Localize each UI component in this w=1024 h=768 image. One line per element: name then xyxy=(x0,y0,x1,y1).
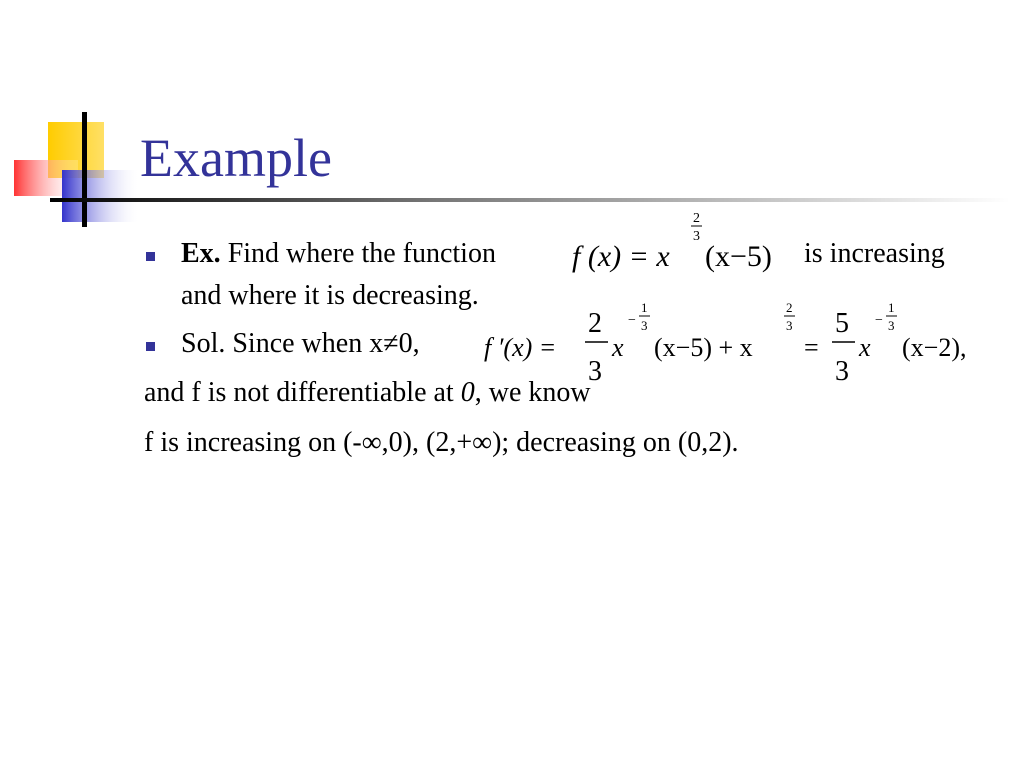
deco-blue-square xyxy=(62,170,138,222)
line3-prefix: and f is not differentiable at xyxy=(144,377,454,408)
formula2-exp2-num: 2 xyxy=(786,300,793,315)
formula2-exp3-den: 3 xyxy=(888,318,895,333)
bullet1-trailing-text: is increasing xyxy=(804,238,945,269)
formula1-exp-den: 3 xyxy=(693,229,700,244)
formula-f-of-x xyxy=(572,204,790,274)
formula2-equals: = xyxy=(804,333,819,362)
bullet-marker xyxy=(146,252,155,261)
line3-suffix: , we know xyxy=(474,377,591,408)
formula1-exp-num: 2 xyxy=(693,211,700,226)
formula-derivative xyxy=(484,296,1004,390)
formula1-lhs: f (x) = x xyxy=(572,240,670,273)
bullet-marker xyxy=(146,342,155,351)
bullet1-continuation: and where it is decreasing. xyxy=(181,280,479,311)
bullet1-lead-text: Find where the function xyxy=(227,238,496,269)
formula2-exp3-num: 1 xyxy=(888,300,895,315)
formula2-factor2: (x−2), xyxy=(902,333,967,362)
bullet2-lead-text: Sol. Since when x≠0, xyxy=(181,328,420,359)
bullet1-text xyxy=(181,238,496,270)
line3-italic-value: 0 xyxy=(460,377,475,408)
formula1-factor: (x−5) xyxy=(705,240,772,273)
ex-label: Ex. xyxy=(181,238,221,269)
slide-title: Example xyxy=(140,128,332,188)
formula2-exp2-den: 3 xyxy=(786,318,793,333)
formula2-coef2-den: 3 xyxy=(835,356,849,387)
formula2-coef2-num: 5 xyxy=(835,308,849,339)
line4-conclusion: f is increasing on (-∞,0), (2,+∞); decreasing on (0,2). xyxy=(144,427,739,458)
formula2-exp1-sign: − xyxy=(628,313,636,328)
formula2-coef1-num: 2 xyxy=(588,308,602,339)
formula2-lhs: f ′(x) = xyxy=(484,333,557,362)
line3-text xyxy=(144,377,591,409)
title-divider xyxy=(50,198,1010,202)
formula2-exp3-sign: − xyxy=(875,313,883,328)
formula2-var1: x xyxy=(612,333,624,362)
formula2-var2: x xyxy=(859,333,871,362)
formula2-exp1-num: 1 xyxy=(641,300,648,315)
formula2-coef1-den: 3 xyxy=(588,356,602,387)
formula2-exp1-den: 3 xyxy=(641,318,648,333)
decorative-squares xyxy=(0,0,140,240)
formula2-factor1: (x−5) + x xyxy=(654,333,753,362)
